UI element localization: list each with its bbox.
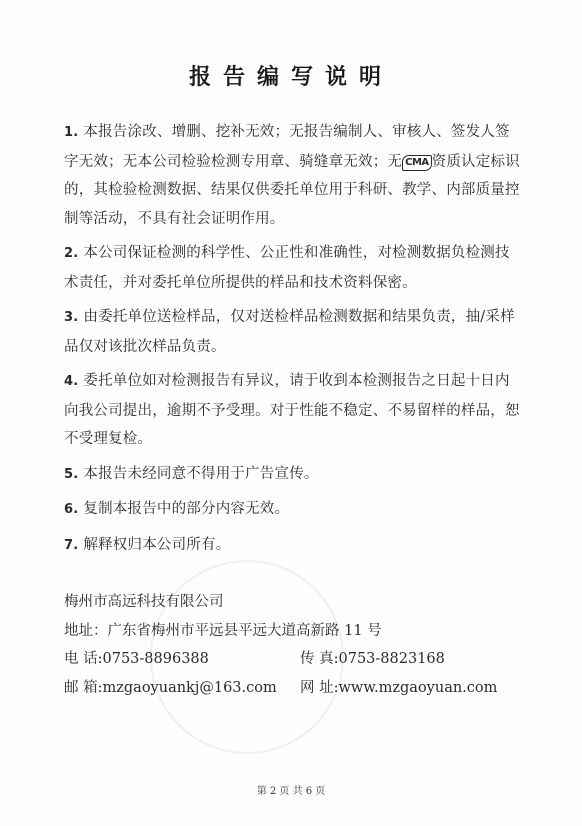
- note-item-5: [64, 460, 522, 490]
- cma-mark-icon: CMA: [402, 155, 432, 171]
- note-item-4: [64, 367, 522, 454]
- note-text: 委托单位如对检测报告有异议，请于收到本检测报告之日起十日内向我公司提出，逾期不予受理。对于性能不稳定、不易留样的样品，恕不受理复检。: [64, 373, 520, 447]
- email-value: mzgaoyuankj@163.com: [102, 679, 277, 696]
- company-address: 地址：广东省梅州市平远县平远大道高新路 11 号: [64, 622, 382, 639]
- company-name: 梅州市高远科技有限公司: [64, 594, 224, 610]
- fax-label: 传 真:: [300, 651, 339, 667]
- website-value: www.mzgaoyuan.com: [338, 679, 498, 696]
- note-text: 本公司保证检测的科学性、公正性和准确性，对检测数据负检测技术责任，并对委托单位所提供的样品和技术资料保密。: [64, 245, 510, 291]
- page-title: 报告编写说明: [188, 64, 393, 90]
- note-text: 复制本报告中的部分内容无效。: [83, 501, 290, 517]
- note-text: 本报告未经同意不得用于广告宣传。: [83, 465, 319, 482]
- fax-field: [300, 645, 445, 674]
- note-number: 1.: [64, 125, 79, 140]
- contact-row-email: [64, 674, 524, 703]
- website-field: [300, 674, 497, 703]
- note-number: 6.: [64, 502, 79, 517]
- note-number: 5.: [64, 466, 79, 482]
- note-number: 7.: [64, 537, 79, 553]
- note-item-3: [64, 303, 522, 361]
- note-item-7: [64, 531, 522, 561]
- note-text: 解释权归本公司所有。: [83, 536, 231, 553]
- note-text: 由委托单位送检样品，仅对送检样品检测数据和结果负责，抽/采样品仅对该批次样品负责。: [64, 309, 515, 355]
- phone-value: 0753-8896388: [102, 651, 209, 667]
- note-number: 2.: [64, 246, 79, 261]
- note-number: 4.: [64, 374, 79, 389]
- note-text: 本报告涂改、增删、挖补无效；无报告编制人、审核人、签发人签字无效；无本公司检验检测专用章、骑缝章无效；无: [64, 124, 510, 170]
- notes-list: [64, 118, 522, 566]
- website-label: 网 址:: [300, 679, 339, 696]
- note-item-6: [64, 495, 522, 525]
- note-item-2: [64, 239, 522, 297]
- contact-row-phone: [64, 645, 524, 674]
- note-number: 3.: [64, 310, 79, 325]
- fax-value: 0753-8823168: [338, 651, 445, 667]
- note-text-cont: 资质认定标识的，其检验检测数据、结果仅供委托单位用于科研、教学、内部质量控制等活动，不具有社会证明作用。: [64, 153, 520, 227]
- note-item-1: [64, 118, 522, 233]
- email-label: 邮 箱:: [64, 679, 103, 696]
- page-number: 第 2 页 共 6 页: [256, 786, 326, 797]
- phone-label: 电 话:: [64, 651, 103, 667]
- company-info: [64, 588, 524, 702]
